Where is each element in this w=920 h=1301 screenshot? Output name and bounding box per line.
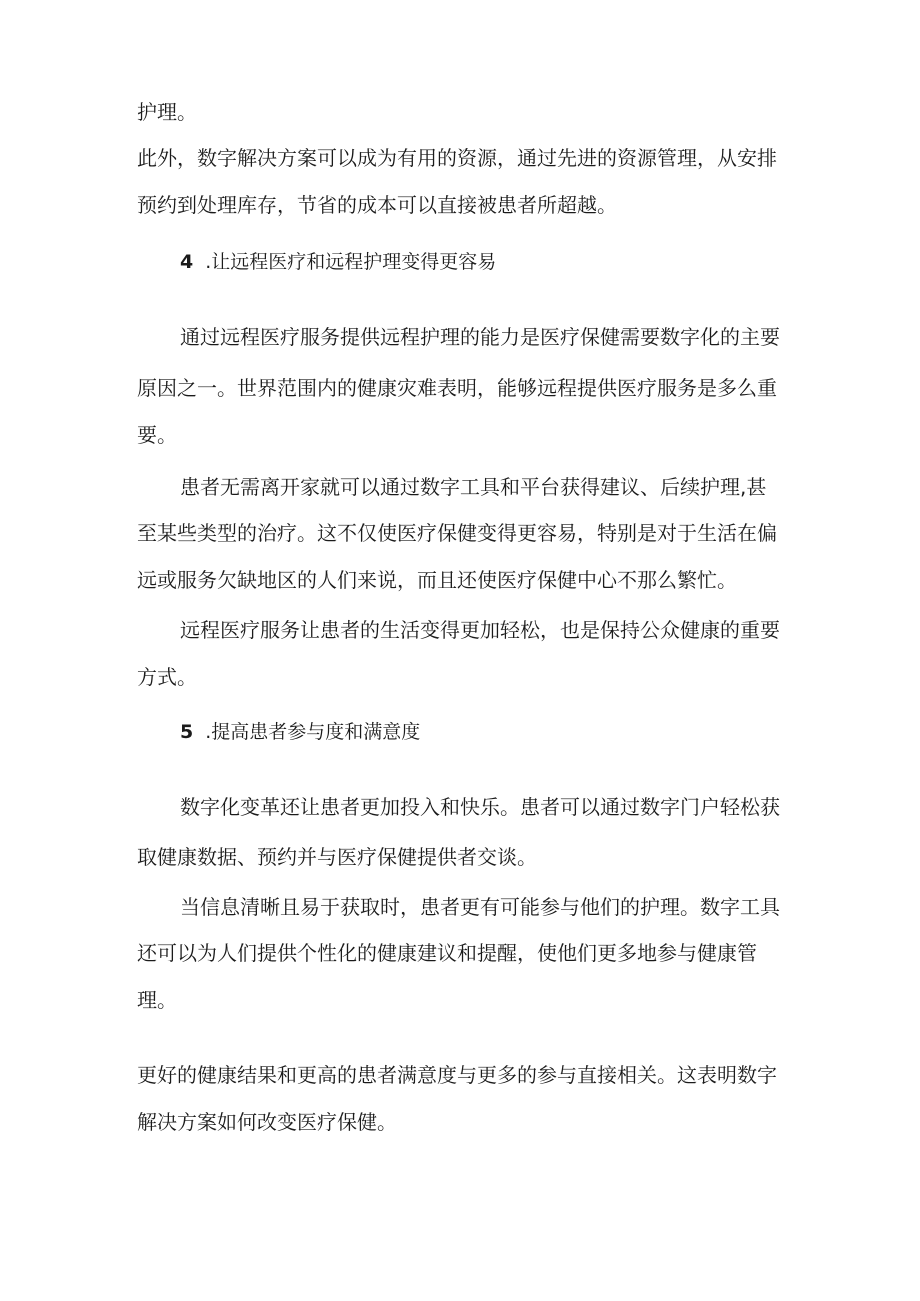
section-heading xyxy=(180,720,420,744)
paragraph-line: 方式。 xyxy=(137,665,197,689)
paragraph-line: 远程医疗服务让患者的生活变得更加轻松，也是保持公众健康的重要 xyxy=(180,618,780,642)
paragraph-line: 解决方案如何改变医疗保健。 xyxy=(137,1110,397,1134)
paragraph-line: 通过远程医疗服务提供远程护理的能力是医疗保健需要数字化的主要 xyxy=(180,325,780,349)
paragraph-line: 预约到处理库存，节省的成本可以直接被患者所超越。 xyxy=(137,193,617,217)
heading-number: 5 xyxy=(180,721,194,743)
paragraph-line: 还可以为人们提供个性化的健康建议和提醒，使他们更多地参与健康管 xyxy=(137,941,757,965)
heading-title: .提高患者参与度和满意度 xyxy=(205,721,421,743)
paragraph-line: 取健康数据、预约并与医疗保健提供者交谈。 xyxy=(137,845,537,869)
paragraph-line: 更好的健康结果和更高的患者满意度与更多的参与直接相关。这表明数字 xyxy=(137,1063,777,1087)
paragraph-line: 患者无需离开家就可以通过数字工具和平台获得建议、后续护理,甚 xyxy=(180,475,767,499)
paragraph-line: 远或服务欠缺地区的人们来说，而且还使医疗保健中心不那么繁忙。 xyxy=(137,568,737,592)
paragraph-line: 理。 xyxy=(137,988,177,1012)
paragraph-line: 护理。 xyxy=(137,100,197,124)
paragraph-line: 数字化变革还让患者更加投入和快乐。患者可以通过数字门户轻松获 xyxy=(180,795,780,819)
heading-title: .让远程医疗和远程护理变得更容易 xyxy=(205,251,497,273)
paragraph-line: 要。 xyxy=(137,423,177,447)
paragraph-line: 此外，数字解决方案可以成为有用的资源，通过先进的资源管理，从安排 xyxy=(137,146,777,170)
paragraph-line: 当信息清晰且易于获取时，患者更有可能参与他们的护理。数字工具 xyxy=(180,895,780,919)
paragraph-line: 原因之一。世界范围内的健康灾难表明，能够远程提供医疗服务是多么重 xyxy=(137,376,777,400)
paragraph-line: 至某些类型的治疗。这不仅使医疗保健变得更容易，特别是对于生活在偏 xyxy=(137,521,777,545)
section-heading xyxy=(180,250,496,274)
heading-number: 4 xyxy=(180,251,194,273)
